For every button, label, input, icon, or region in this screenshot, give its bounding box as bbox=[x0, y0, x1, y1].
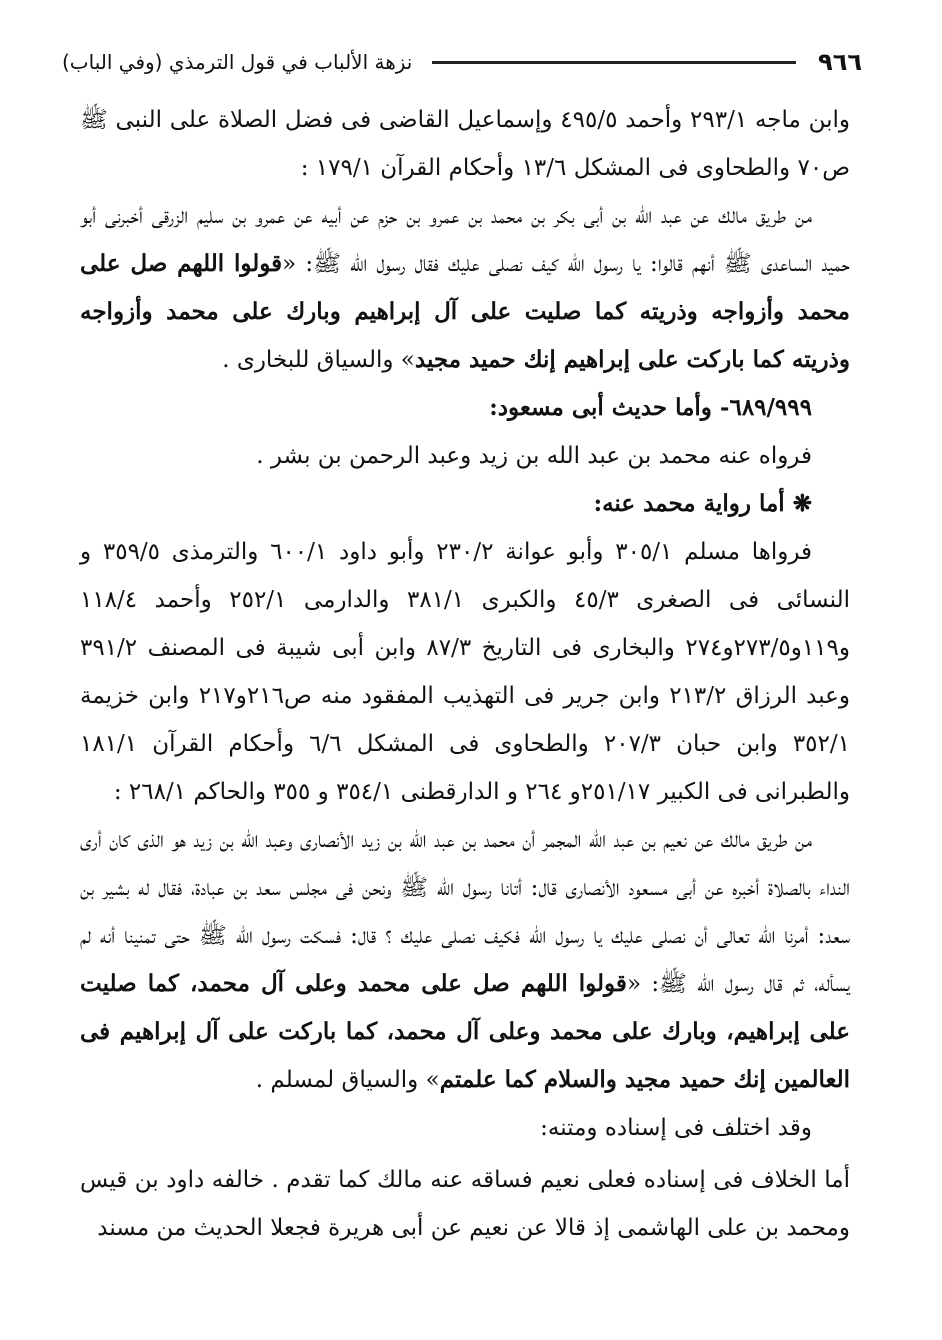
paragraph-disagreement-intro: وقد اختلف فى إسناده ومتنه: bbox=[540, 1115, 812, 1141]
page-header bbox=[62, 42, 862, 82]
running-title: نزهة الألباب في قول الترمذي (وفي الباب) bbox=[62, 50, 413, 74]
chain-outro: » والسياق لمسلم . bbox=[255, 1067, 440, 1093]
header-rule bbox=[432, 61, 796, 64]
hadith-text: قولوا اللهم صل على محمد وعلى آل محمد، كما صليت على إبراهيم، وبارك على محمد وعلى آل محمد، كما باركت على آل إبراهيم فى العالمين إنك حميد مجيد والسلام كما علمتم bbox=[80, 970, 850, 1093]
paragraph-sources-1: وابن ماجه ٢٩٣/١ وأحمد ٤٩٥/٥ وإسماعيل القاضى فى فضل الصلاة على النبى ﷺ ص٧٠ والطحاوى فى المشكل ١٣/٦ وأحكام القرآن ١٧٩/١ : bbox=[80, 107, 850, 181]
paragraph-sources-2: فرواها مسلم ٣٠٥/١ وأبو عوانة ٢٣٠/٢ وأبو داود ٦٠٠/١ والترمذى ٣٥٩/٥ و النسائى فى الصغرى ٤٥/٣ والكبرى ٣٨١/١ والدارمى ٢٥٢/١ وأحمد ١١٨/٤ و١١٩و٢٧٣/٥و٢٧٤ والبخارى فى التاريخ ٨٧/٣ وابن أبى شيبة فى المصنف ٣٩١/٢ وعبد الرزاق ٢١٣/٢ وابن جرير فى التهذيب المفقود منه ص٢١٦و٢١٧ وابن خزيمة ٣٥٢/١ وابن حبان ٢٠٧/٣ والطحاوى فى المشكل ٦/٦ وأحكام القرآن ١٨١/١ والطبرانى فى الكبير ٢٥١/١٧و ٢٦٤ و الدارقطنى ٣٥٤/١ و ٣٥٥ والحاكم ٢٦٨/١ : bbox=[80, 539, 851, 805]
chain-outro: » والسياق للبخارى . bbox=[222, 347, 415, 373]
page-body bbox=[80, 96, 850, 1252]
page-number: ٩٦٦ bbox=[818, 48, 862, 76]
hadith-text: قولوا اللهم صل على محمد وأزواجه وذريته كما صليت على آل إبراهيم وبارك على محمد وأزواجه وذريته كما باركت على إبراهيم إنك حميد مجيد bbox=[80, 250, 850, 373]
star-icon: ❋ bbox=[792, 490, 812, 517]
section-heading-abi-masud: ٦٨٩/٩٩٩- وأما حديث أبى مسعود: bbox=[489, 394, 812, 421]
section-heading-muhammad bbox=[80, 480, 850, 528]
paragraph-disagreement: أما الخلاف فى إسناده فعلى نعيم فساقه عنه مالك كما تقدم . خالفه داود بن قيس ومحمد بن على الهاشمى إذ قالا عن نعيم عن أبى هريرة فجعلا الحديث من مسند bbox=[80, 1167, 850, 1241]
section-heading-text: أما رواية محمد عنه: bbox=[593, 490, 785, 517]
chain-intro: من طريق مالك عن عبد الله بن أبى بكر بن محمد بن عمرو بن حزم عن أبيه عن عمرو بن سليم الزرقى أخبرنى أبو حميد الساعدى ﷺ أنهم قالوا: يا رسول الله كيف نصلى عليك فقال رسول الله ﷺ: « bbox=[80, 203, 850, 277]
paragraph-chain-2 bbox=[80, 816, 850, 1104]
paragraph-chain-1 bbox=[80, 192, 850, 384]
paragraph-narrators: فرواه عنه محمد بن عبد الله بن زيد وعبد الرحمن بن بشر . bbox=[256, 443, 812, 469]
chain-intro: من طريق مالك عن نعيم بن عبد الله المجمر أن محمد بن عبد الله بن زيد الأنصارى وعبد الله بن زيد هو الذى كان أرى النداء بالصلاة أخبره عن أبى مسعود الأنصارى قال: أتانا رسول الله ﷺ ونحن فى مجلس سعد بن عبادة، فقال له بشير بن سعد: أمرنا الله تعالى أن نصلى عليك يا رسول الله فكيف نصلى عليك ؟ قال: فسكت رسول الله ﷺ حتى تمنينا أنه لم يسأله، ثم قال رسول الله ﷺ: « bbox=[80, 827, 850, 997]
